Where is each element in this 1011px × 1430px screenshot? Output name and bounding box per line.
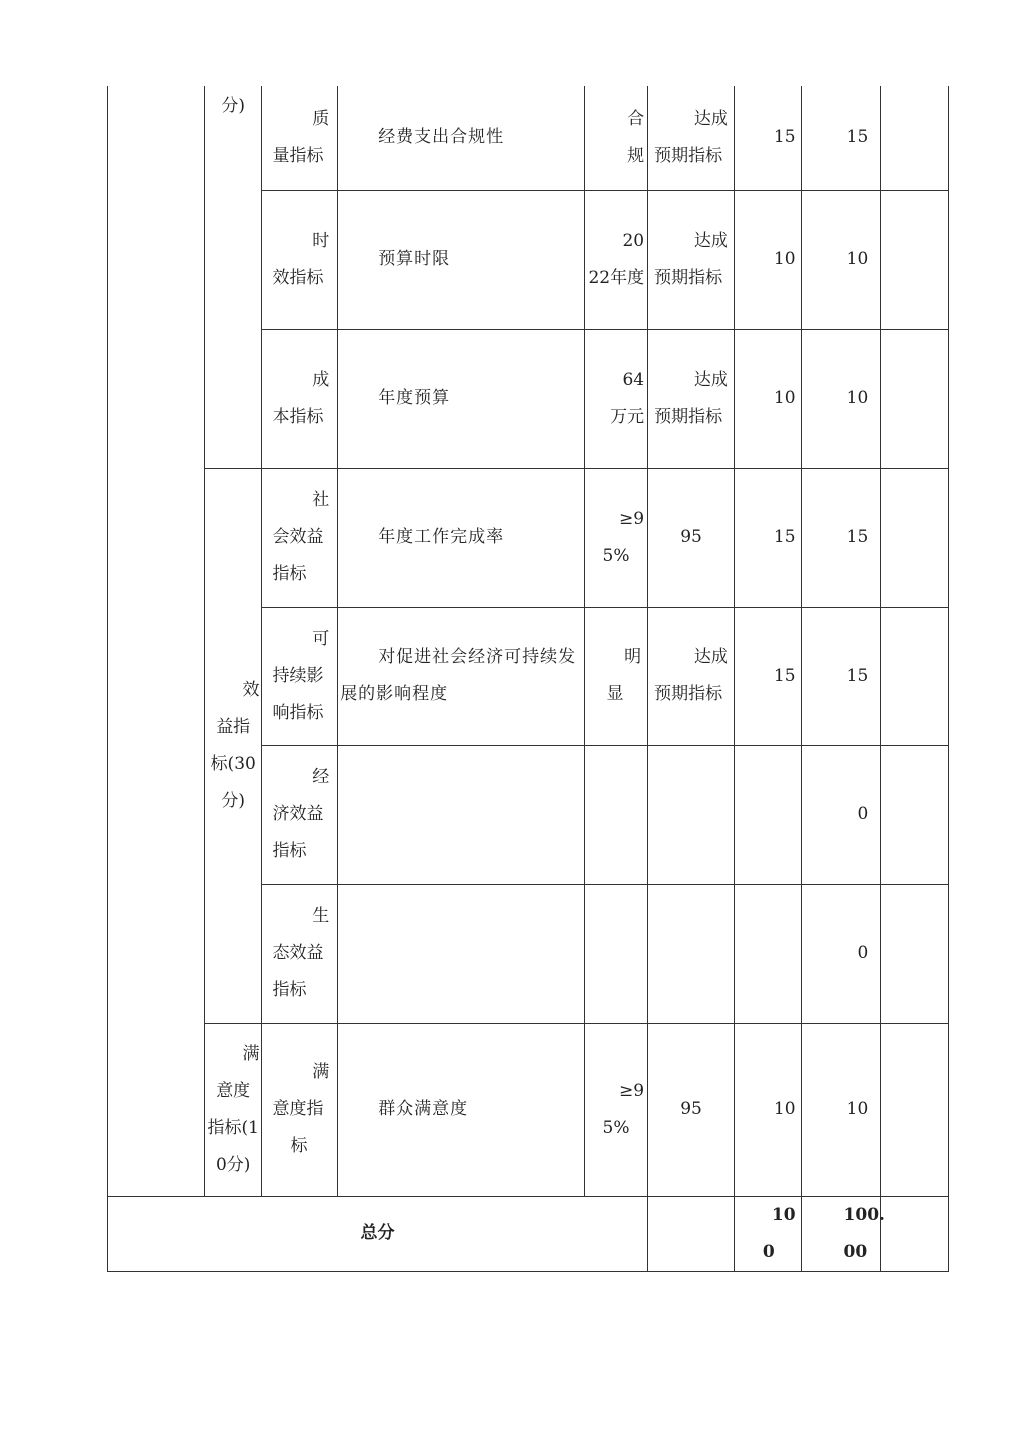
dim-line: 分) — [221, 790, 246, 811]
dim-line: 效 — [242, 679, 260, 700]
output-dim-fragment: 分) — [221, 96, 246, 116]
remark-cell — [881, 884, 949, 1023]
dim-line: 0分) — [215, 1154, 251, 1175]
sub-line: 可 — [312, 628, 330, 649]
sub-line: 指标 — [272, 564, 307, 584]
indicator-name: 预算时限 — [338, 190, 584, 329]
target-cell — [648, 86, 735, 190]
score-cell: 10 — [801, 190, 881, 329]
table-row — [108, 1023, 949, 1196]
sub-line: 满 — [312, 1062, 330, 1082]
score-cell: 0 — [801, 884, 881, 1023]
value-line: ≥9 — [619, 1080, 645, 1101]
indicator-value — [584, 86, 648, 190]
score-cell: 10 — [801, 1023, 881, 1196]
target-line: 预期指标 — [654, 406, 723, 427]
remark-cell — [881, 468, 949, 607]
sub-indicator — [262, 745, 338, 884]
score-cell: 10 — [801, 329, 881, 468]
sub-line: 社 — [312, 490, 330, 510]
remark-cell — [881, 1023, 949, 1196]
indicator-name: 对促进社会经济可持续发展的影响程度 — [338, 607, 584, 745]
value-line: 规 — [627, 145, 645, 166]
sub-line: 本指标 — [272, 406, 324, 427]
indicator-value — [584, 884, 648, 1023]
target-line: 达成 — [693, 230, 728, 251]
total-target-cell — [648, 1196, 735, 1271]
indicator-value — [584, 329, 648, 468]
indicator-name: 经费支出合规性 — [338, 86, 584, 190]
sub-indicator — [262, 468, 338, 607]
weight-cell — [734, 884, 801, 1023]
indicator-name: 年度工作完成率 — [338, 468, 584, 607]
total-weight-line: 0 — [762, 1241, 775, 1262]
score-cell: 0 — [801, 745, 881, 884]
score-cell: 15 — [801, 468, 881, 607]
sub-line: 态效益 — [272, 943, 324, 963]
sub-line: 量指标 — [272, 145, 324, 166]
table-row — [108, 86, 949, 190]
target-cell — [648, 745, 735, 884]
total-score-line: 00 — [843, 1241, 868, 1262]
indicator-name — [338, 884, 584, 1023]
table-row — [108, 468, 949, 607]
sub-line: 经 — [312, 767, 330, 787]
target-line: 达成 — [693, 108, 728, 129]
benefit-dim-cell — [204, 468, 262, 1023]
sub-indicator — [262, 329, 338, 468]
sub-line: 生 — [312, 906, 330, 926]
target-cell — [648, 607, 735, 745]
score-cell: 15 — [801, 607, 881, 745]
target-cell — [648, 329, 735, 468]
sub-line: 响指标 — [272, 702, 324, 723]
weight-cell: 15 — [734, 86, 801, 190]
score-cell: 15 — [801, 86, 881, 190]
weight-cell: 15 — [734, 468, 801, 607]
dim-line: 益指 — [216, 716, 251, 737]
value-line: 合 — [627, 108, 645, 129]
dim-line: 满 — [242, 1043, 260, 1064]
remark-cell — [881, 86, 949, 190]
sub-line: 指标 — [272, 841, 307, 861]
total-row — [108, 1196, 949, 1271]
output-dim-cell — [204, 86, 262, 468]
satisfaction-dim-cell — [204, 1023, 262, 1196]
sub-line: 持续影 — [272, 665, 324, 686]
remark-cell — [881, 190, 949, 329]
weight-cell — [734, 745, 801, 884]
dim-line: 指标(1 — [207, 1117, 259, 1138]
sub-indicator — [262, 607, 338, 745]
total-weight — [734, 1196, 801, 1271]
value-line: 5% — [602, 1117, 630, 1138]
indicator-value — [584, 468, 648, 607]
target-cell — [648, 190, 735, 329]
total-weight-line: 10 — [771, 1204, 796, 1225]
weight-cell: 10 — [734, 1023, 801, 1196]
first-level-cell — [108, 86, 205, 1196]
target-line: 达成 — [693, 647, 728, 667]
target-cell: 95 — [648, 468, 735, 607]
sub-indicator — [262, 86, 338, 190]
sub-line: 质 — [312, 108, 330, 129]
indicator-value — [584, 745, 648, 884]
value-line: ≥9 — [619, 508, 645, 529]
value-line: 20 — [622, 230, 645, 251]
target-line: 预期指标 — [654, 684, 723, 704]
dim-line: 标(30 — [210, 753, 256, 774]
dim-line: 意度 — [216, 1080, 251, 1101]
target-line: 预期指标 — [654, 267, 723, 288]
sub-line: 成 — [312, 369, 330, 390]
total-score-line: 100. — [843, 1204, 885, 1225]
sub-line: 会效益 — [272, 527, 324, 547]
sub-line: 意度指 — [272, 1099, 324, 1119]
indicator-value — [584, 607, 648, 745]
value-line: 64 — [622, 369, 645, 390]
total-label: 总分 — [108, 1196, 648, 1271]
value-line: 5% — [602, 545, 630, 566]
sub-line: 标 — [290, 1136, 308, 1156]
target-line: 达成 — [693, 369, 728, 390]
value-line: 22年度 — [588, 267, 645, 288]
total-score — [801, 1196, 885, 1271]
target-line: 预期指标 — [654, 145, 723, 166]
sub-indicator — [262, 190, 338, 329]
sub-line: 效指标 — [272, 267, 324, 288]
remark-cell — [881, 745, 949, 884]
weight-cell: 15 — [734, 607, 801, 745]
performance-table — [107, 86, 949, 1272]
remark-cell — [881, 1196, 949, 1271]
value-line: 万元 — [610, 406, 645, 427]
indicator-name: 群众满意度 — [338, 1023, 584, 1196]
indicator-name: 年度预算 — [338, 329, 584, 468]
value-line: 明 — [624, 647, 642, 667]
weight-cell: 10 — [734, 190, 801, 329]
value-line: 显 — [606, 684, 624, 704]
indicator-name — [338, 745, 584, 884]
sub-line: 指标 — [272, 980, 307, 1000]
remark-cell — [881, 607, 949, 745]
sub-indicator — [262, 884, 338, 1023]
indicator-value — [584, 1023, 648, 1196]
sub-line: 济效益 — [272, 804, 324, 824]
target-cell — [648, 884, 735, 1023]
indicator-value — [584, 190, 648, 329]
sub-line: 时 — [312, 230, 330, 251]
target-cell: 95 — [648, 1023, 735, 1196]
weight-cell: 10 — [734, 329, 801, 468]
remark-cell — [881, 329, 949, 468]
sub-indicator — [262, 1023, 338, 1196]
